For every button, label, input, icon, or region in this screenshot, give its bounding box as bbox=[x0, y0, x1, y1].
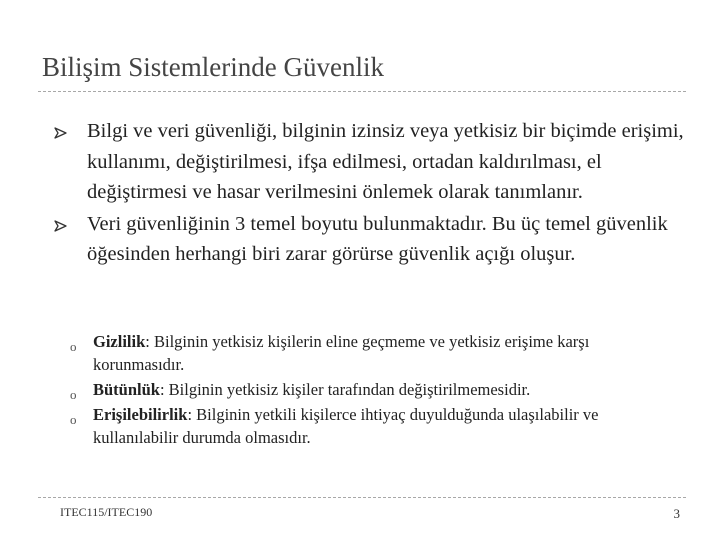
sub-bullet-list bbox=[70, 330, 670, 451]
footer-divider bbox=[38, 497, 686, 498]
title-divider bbox=[38, 91, 686, 92]
footer-course-code: ITEC115/ITEC190 bbox=[60, 505, 153, 519]
term-definition: : Bilginin yetkisiz kişilerin eline geçmeme ve yetkisiz erişime karşı korunmasıdır. bbox=[93, 332, 590, 374]
term-definition: : Bilginin yetkili kişilerce ihtiyaç duyulduğunda ulaşılabilir ve kullanılabilir durumda olmasıdır. bbox=[93, 405, 599, 447]
arrow-bullet-icon bbox=[54, 220, 67, 232]
bullet-text: Bilgi ve veri güvenliği, bilginin izinsiz veya yetkisiz bir biçimde erişimi, kullanımı, değiştirilmesi, ifşa edilmesi, ortadan kaldırılması, el değiştirmesi ve hasar verilmesini önlemek olarak tanımlanır. bbox=[87, 120, 684, 203]
bullet-text: Veri güvenliğinin 3 temel boyutu bulunmaktadır. Bu üç temel güvenlik öğesinden herhangi biri zarar görürse güvenlik açığı oluşur. bbox=[87, 212, 668, 265]
bullet-list bbox=[54, 116, 694, 271]
sub-bullet-item bbox=[70, 378, 670, 401]
term-label: Erişilebilirlik bbox=[93, 405, 188, 424]
sub-bullet-item bbox=[70, 330, 670, 376]
term-label: Bütünlük bbox=[93, 380, 160, 399]
page-number: 3 bbox=[673, 506, 680, 521]
circle-bullet-icon: o bbox=[70, 387, 77, 402]
arrow-bullet-icon bbox=[54, 127, 67, 139]
circle-bullet-icon: o bbox=[70, 339, 77, 354]
term-definition: : Bilginin yetkisiz kişiler tarafından değiştirilmemesidir. bbox=[159, 380, 531, 399]
sub-bullet-item bbox=[70, 403, 670, 449]
circle-bullet-icon: o bbox=[70, 412, 77, 427]
bullet-item bbox=[54, 116, 694, 208]
term-label: Gizlilik bbox=[93, 332, 146, 351]
bullet-item bbox=[54, 209, 694, 270]
slide-title: Bilişim Sistemlerinde Güvenlik bbox=[42, 52, 384, 82]
